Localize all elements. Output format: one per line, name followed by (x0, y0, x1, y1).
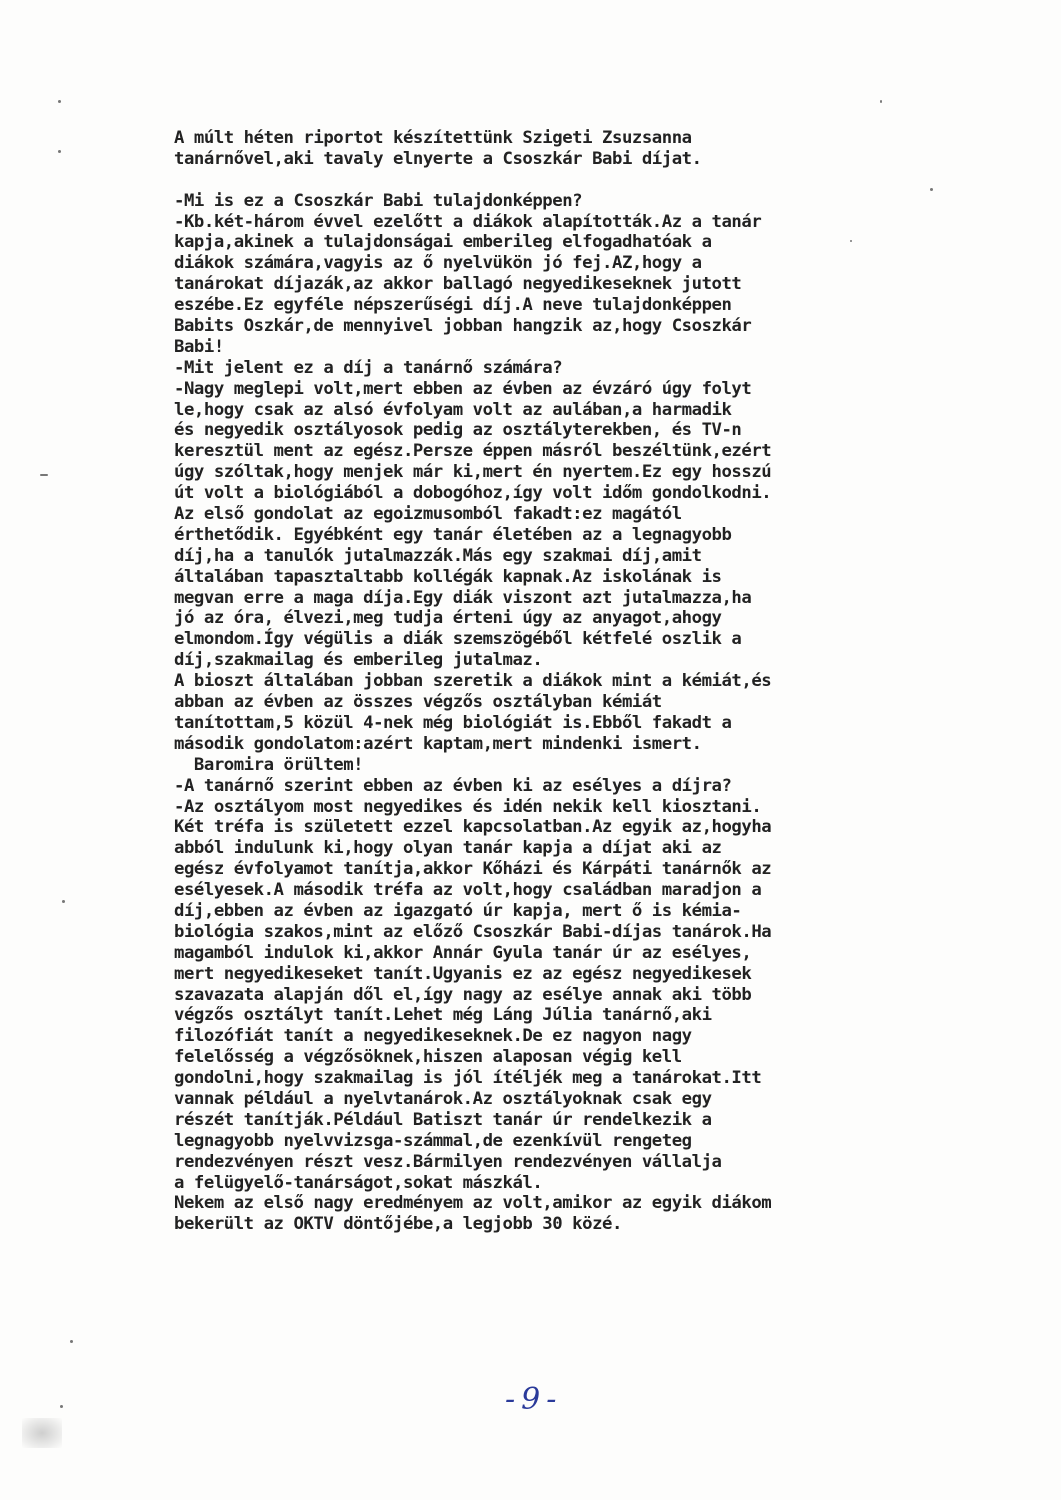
text-line: tanárnővel,aki tavaly elnyerte a Csoszkár Babi díjat. (174, 148, 702, 169)
text-line: rendezvényen részt vesz.Bármilyen rendezvényen vállalja (174, 1151, 722, 1172)
text-line: Nekem az első nagy eredményem az volt,amikor az egyik diákom (174, 1193, 772, 1214)
text-line: mert negyedikeseket tanít.Ugyanis ez az egész negyedikesek (174, 963, 752, 984)
text-line: A bioszt általában jobban szeretik a diákok mint a kémiát,és (174, 671, 772, 692)
text-line: abból indulunk ki,hogy olyan tanár kapja a díjat aki az (174, 838, 722, 859)
text-line: kapja,akinek a tulajdonságai emberileg elfogadhatóak a (174, 232, 712, 253)
text-line: érthetődik. Egyébként egy tanár életében az a legnagyobb (174, 524, 732, 545)
text-line: keresztül ment az egész.Persze éppen másról beszéltünk,ezért (174, 441, 772, 462)
text-line: A múlt héten riportot készítettünk Szigeti Zsuzsanna (174, 128, 692, 148)
text-line: elmondom.Így végülis a diák szemszögéből kétfelé oszlik a (174, 629, 742, 650)
text-line: diákok számára,vagyis az ő nyelvükön jó fej.AZ,hogy a (174, 253, 702, 274)
text-line: díj,ebben az évben az igazgató úr kapja, mert ő is kémia- (174, 900, 742, 921)
scan-speck (58, 150, 61, 153)
scan-smudge (22, 1418, 62, 1448)
page-number: -9- (505, 1382, 563, 1417)
scan-speck (70, 1340, 73, 1343)
text-line: -Az osztályom most negyedikes és idén nekik kell kiosztani. (174, 796, 762, 817)
scan-speck (930, 188, 933, 191)
text-line: esélyesek.A második tréfa az volt,hogy családban maradjon a (174, 880, 762, 901)
scan-speck (880, 100, 882, 103)
scan-speck (60, 1405, 63, 1408)
text-line: vannak például a nyelvtanárok.Az osztályoknak csak egy (174, 1088, 712, 1109)
text-line: általában tapasztaltabb kollégák kapnak.Az iskolának is (174, 566, 722, 587)
text-line: jó az óra, élvezi,meg tudja érteni úgy az anyagot,ahogy (174, 608, 722, 629)
article-body (174, 128, 854, 1235)
text-line: a felügyelő-tanárságot,sokat mászkál. (174, 1172, 543, 1193)
text-line: úgy szóltak,hogy menjek már ki,mert én nyertem.Ez egy hosszú (174, 462, 772, 483)
text-line: szavazata alapján dől el,így nagy az esélye annak aki több (174, 984, 752, 1005)
text-line: egész évfolyamot tanítja,akkor Kőházi és Kárpáti tanárnők az (174, 859, 772, 880)
text-line: -Kb.két-három évvel ezelőtt a diákok alapították.Az a tanár (174, 211, 762, 232)
text-line: Az első gondolat az egoizmusomból fakadt:ez magától (174, 504, 682, 525)
text-line: abban az évben az összes végzős osztályban kémiát (174, 692, 662, 713)
scan-speck (40, 474, 48, 476)
text-line: tanárokat díjazák,az akkor ballagó negyedikeseknek jutott (174, 274, 742, 295)
text-line: eszébe.Ez egyféle népszerűségi díj.A neve tulajdonképpen (174, 295, 732, 316)
text-line: magamból indulok ki,akkor Annár Gyula tanár úr az esélyes, (174, 942, 752, 963)
text-line: -Mit jelent ez a díj a tanárnő számára? (174, 357, 563, 378)
text-line: végzős osztályt tanít.Lehet még Láng Júlia tanárnő,aki (174, 1005, 712, 1026)
text-line: díj,szakmailag és emberileg jutalmaz. (174, 650, 543, 671)
text-line: Két tréfa is született ezzel kapcsolatban.Az egyik az,hogyha (174, 817, 772, 838)
text-line: részét tanítják.Például Batiszt tanár úr rendelkezik a (174, 1109, 712, 1130)
text-line: -A tanárnő szerint ebben az évben ki az esélyes a díjra? (174, 775, 732, 796)
text-line: tanítottam,5 közül 4-nek még biológiát is.Ebből fakadt a (174, 712, 732, 733)
text-line: gondolni,hogy szakmailag is jól ítéljék meg a tanárokat.Itt (174, 1068, 762, 1089)
text-line: filozófiát tanít a negyedikeseknek.De ez nagyon nagy (174, 1026, 692, 1047)
text-line (174, 170, 854, 191)
text-line: biológia szakos,mint az előző Csoszkár Babi-díjas tanárok.Ha (174, 921, 772, 942)
text-line: le,hogy csak az alsó évfolyam volt az aulában,a harmadik (174, 399, 732, 420)
text-line: legnagyobb nyelvvizsga-számmal,de ezenkívül rengeteg (174, 1130, 692, 1151)
text-line: Babits Oszkár,de mennyivel jobban hangzik az,hogy Csoszkár (174, 316, 752, 337)
text-line: -Nagy meglepi volt,mert ebben az évben az évzáró úgy folyt (174, 378, 752, 399)
scan-speck (62, 900, 65, 903)
text-line: és negyedik osztályosok pedig az osztályterekben, és TV-n (174, 420, 742, 441)
text-line: út volt a biológiából a dobogóhoz,így volt időm gondolkodni. (174, 483, 772, 504)
text-line: második gondolatom:azért kaptam,mert mindenki ismert. (174, 733, 702, 754)
text-line: Baromira örültem! (174, 754, 364, 775)
text-line: -Mi is ez a Csoszkár Babi tulajdonképpen? (174, 190, 583, 211)
text-line: díj,ha a tanulók jutalmazzák.Más egy szakmai díj,amit (174, 545, 702, 566)
text-line: Babi! (174, 336, 224, 357)
text-line: bekerült az OKTV döntőjébe,a legjobb 30 közé. (174, 1214, 622, 1235)
scan-speck (58, 100, 61, 103)
scan-speck (850, 240, 852, 242)
text-line: megvan erre a maga díja.Egy diák viszont azt jutalmazza,ha (174, 587, 752, 608)
text-line: felelősség a végzősöknek,hiszen alaposan végig kell (174, 1047, 682, 1068)
